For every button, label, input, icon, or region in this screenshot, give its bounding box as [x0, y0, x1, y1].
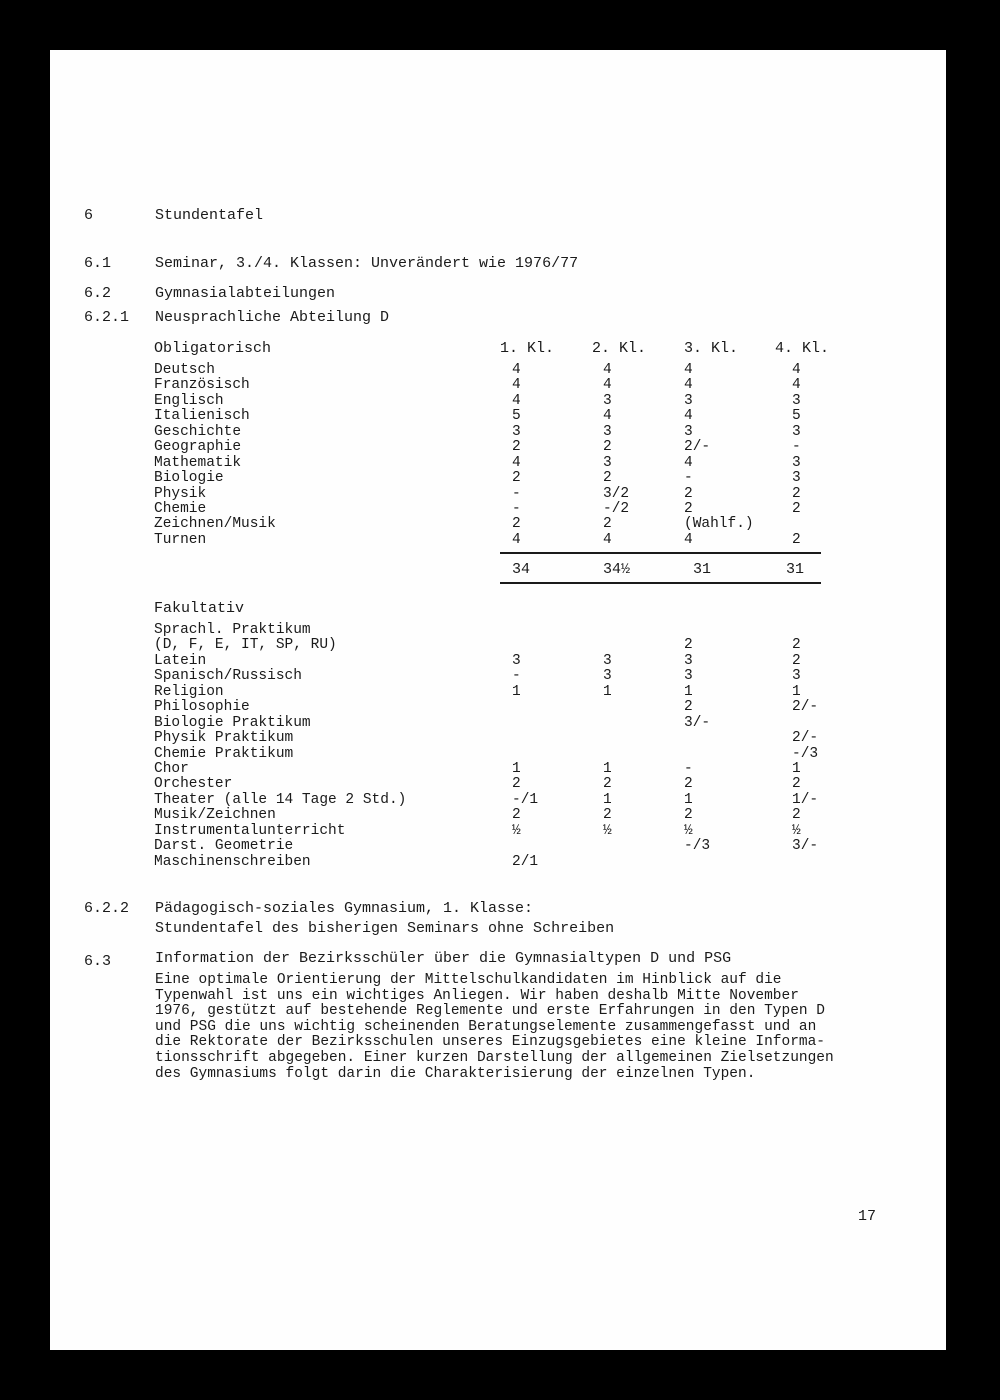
hours-cell: 3	[603, 668, 612, 685]
subject-name: Chemie	[154, 500, 207, 517]
table-row	[154, 533, 854, 548]
hours-cell: 2/-	[792, 699, 819, 716]
total-rule-bottom	[500, 582, 821, 584]
hours-cell: ½	[603, 822, 612, 839]
hours-cell: 3	[792, 454, 801, 471]
subject-name: Turnen	[154, 531, 207, 548]
table-row	[154, 456, 854, 471]
table-row	[154, 394, 854, 409]
hours-cell: 4	[684, 377, 693, 394]
hours-cell: 4	[603, 408, 612, 425]
subject-name: Physik Praktikum	[154, 730, 294, 747]
paragraph-line: 1976, gestützt auf bestehende Reglemente und erste Erfahrungen in den Typen D	[155, 1003, 826, 1020]
hours-cell: 2	[512, 776, 521, 793]
hours-cell: 2	[684, 500, 693, 517]
hours-cell: 1/-	[792, 791, 819, 808]
hours-cell: 2	[792, 637, 801, 654]
section-title: Stundentafel	[155, 207, 264, 224]
section-number: 6.2.2	[84, 900, 130, 917]
hours-cell: 3	[512, 652, 521, 669]
hours-cell: 2	[684, 699, 693, 716]
table-row	[154, 654, 854, 669]
section-title: Gymnasialabteilungen	[155, 285, 336, 302]
section-number: 6.1	[84, 255, 112, 272]
hours-cell: 3	[603, 454, 612, 471]
optional-subject-list	[154, 623, 854, 870]
section-title: Pädagogisch-soziales Gymnasium, 1. Klasse:	[155, 900, 534, 917]
subject-name: Chor	[154, 760, 189, 777]
subject-name: Darst. Geometrie	[154, 838, 294, 855]
hours-cell: 2/1	[512, 853, 539, 870]
hours-cell: 2	[603, 439, 612, 456]
hours-cell: -/1	[512, 791, 539, 808]
hours-cell: 2	[603, 776, 612, 793]
hours-cell: 2	[684, 807, 693, 824]
paragraph-line: Typenwahl ist uns ein wichtiges Anliegen. Wir haben deshalb Mitte November	[155, 987, 799, 1004]
section-number: 6.2.1	[84, 309, 130, 326]
section-subtitle: Stundentafel des bisherigen Seminars ohne Schreiben	[155, 920, 615, 937]
hours-cell: 1	[512, 760, 521, 777]
table-row	[154, 502, 854, 517]
hours-cell: 2	[684, 485, 693, 502]
hours-cell: 4	[792, 362, 801, 378]
hours-cell: 3	[603, 652, 612, 669]
column-header: 1. Kl.	[500, 340, 555, 357]
hours-cell: 2	[684, 637, 693, 654]
hours-cell: -/3	[792, 745, 819, 762]
hours-cell: -	[684, 470, 693, 487]
total-value: 34½	[603, 561, 631, 578]
hours-cell: 1	[603, 683, 612, 700]
hours-cell: 4	[603, 377, 612, 394]
hours-cell: -/3	[684, 838, 711, 855]
table-row	[154, 700, 854, 715]
subject-name: Geographie	[154, 439, 242, 456]
section-number: 6	[84, 207, 94, 224]
hours-cell: 3	[792, 668, 801, 685]
column-header: 3. Kl.	[684, 340, 739, 357]
column-header: 2. Kl.	[592, 340, 647, 357]
table-row	[154, 855, 854, 870]
table-row	[154, 777, 854, 792]
hours-cell: 3	[512, 423, 521, 440]
column-header: Obligatorisch	[154, 340, 272, 357]
hours-cell: 4	[603, 362, 612, 378]
subject-name: Sprachl. Praktikum	[154, 622, 311, 638]
table-row	[154, 762, 854, 777]
hours-cell: 1	[603, 791, 612, 808]
hours-cell: ½	[684, 822, 693, 839]
hours-cell: 4	[512, 454, 521, 471]
table-row	[154, 747, 854, 762]
hours-cell: 4	[603, 531, 612, 548]
hours-cell: 2/-	[792, 730, 819, 747]
hours-cell: 3	[792, 392, 801, 409]
subject-name: Religion	[154, 683, 224, 700]
table-row	[154, 471, 854, 486]
hours-cell: 3	[792, 423, 801, 440]
hours-cell: 2	[603, 470, 612, 487]
subject-name: Philosophie	[154, 699, 250, 716]
hours-cell: 1	[512, 683, 521, 700]
table-row	[154, 517, 854, 532]
hours-cell: 4	[512, 377, 521, 394]
total-value: 31	[786, 561, 805, 578]
subject-name: Spanisch/Russisch	[154, 668, 302, 685]
body-paragraph	[155, 973, 895, 1082]
hours-cell: 2	[792, 807, 801, 824]
hours-cell: 4	[684, 454, 693, 471]
table-row	[154, 685, 854, 700]
table-row	[154, 669, 854, 684]
table-row	[154, 839, 854, 854]
subject-name: Biologie Praktikum	[154, 714, 311, 731]
obligatory-subject-list	[154, 363, 854, 548]
subject-name: Maschinenschreiben	[154, 853, 311, 870]
subject-name: Theater (alle 14 Tage 2 Std.)	[154, 791, 407, 808]
hours-cell: 1	[603, 760, 612, 777]
paragraph-line: des Gymnasiums folgt darin die Charakterisierung der einzelnen Typen.	[155, 1065, 756, 1082]
hours-cell: 2	[792, 500, 801, 517]
hours-cell: 2	[512, 807, 521, 824]
subject-name: Orchester	[154, 776, 233, 793]
section-title: Neusprachliche Abteilung D	[155, 309, 390, 326]
paragraph-line: tionsschrift abgegeben. Einer kurzen Darstellung der allgemeinen Zielsetzungen	[155, 1049, 834, 1066]
hours-cell: 3	[684, 423, 693, 440]
hours-cell: 5	[792, 408, 801, 425]
hours-cell: 2	[684, 776, 693, 793]
subject-name: Deutsch	[154, 362, 215, 378]
subject-name: Französisch	[154, 377, 250, 394]
optional-heading: Fakultativ	[154, 600, 245, 617]
hours-cell: 4	[512, 362, 521, 378]
table-row	[154, 793, 854, 808]
hours-cell: 4	[512, 392, 521, 409]
hours-cell: ½	[792, 822, 801, 839]
subject-name: Physik	[154, 485, 207, 502]
hours-cell: 3	[603, 423, 612, 440]
hours-cell: 4	[684, 362, 693, 378]
hours-cell: 4	[512, 531, 521, 548]
table-row	[154, 440, 854, 455]
table-row	[154, 731, 854, 746]
table-row	[154, 425, 854, 440]
subject-name: Biologie	[154, 470, 224, 487]
table-row	[154, 623, 854, 638]
subject-name: Geschichte	[154, 423, 242, 440]
table-row	[154, 716, 854, 731]
subject-name: Mathematik	[154, 454, 242, 471]
paragraph-line: Eine optimale Orientierung der Mittelschulkandidaten im Hinblick auf die	[155, 972, 782, 988]
hours-cell: 5	[512, 408, 521, 425]
hours-cell: 2	[512, 516, 521, 533]
table-row	[154, 378, 854, 393]
hours-cell: 2	[792, 776, 801, 793]
subject-name: Latein	[154, 652, 207, 669]
table-row	[154, 808, 854, 823]
hours-cell: 3	[684, 668, 693, 685]
document-page	[50, 50, 946, 1350]
hours-cell: 1	[792, 683, 801, 700]
paragraph-line: die Rektorate der Bezirksschulen unseres Einzugsgebietes eine kleine Informa-	[155, 1034, 826, 1051]
hours-cell: 4	[684, 531, 693, 548]
subject-name: Zeichnen/Musik	[154, 516, 276, 533]
page-number: 17	[858, 1208, 877, 1225]
hours-cell: 3/2	[603, 485, 630, 502]
hours-cell: 3	[603, 392, 612, 409]
hours-cell: -	[512, 485, 521, 502]
subject-name: Instrumentalunterricht	[154, 822, 346, 839]
subject-name: Musik/Zeichnen	[154, 807, 276, 824]
column-header: 4. Kl.	[775, 340, 830, 357]
hours-cell: -	[512, 500, 521, 517]
table-row	[154, 409, 854, 424]
subject-name: Englisch	[154, 392, 224, 409]
hours-cell: 2	[512, 439, 521, 456]
hours-cell: 3/-	[792, 838, 819, 855]
subject-name: Chemie Praktikum	[154, 745, 294, 762]
hours-cell: 3	[684, 392, 693, 409]
hours-cell: -/2	[603, 500, 630, 517]
hours-cell: 3/-	[684, 714, 711, 731]
hours-cell: 2/-	[684, 439, 711, 456]
hours-cell: 2	[603, 807, 612, 824]
hours-cell: -	[684, 760, 693, 777]
subject-name: (D, F, E, IT, SP, RU)	[154, 637, 337, 654]
subject-name: Italienisch	[154, 408, 250, 425]
hours-cell: 2	[603, 516, 612, 533]
section-title: Seminar, 3./4. Klassen: Unverändert wie 1976/77	[155, 255, 579, 272]
hours-cell: (Wahlf.)	[684, 516, 754, 533]
hours-cell: 2	[512, 470, 521, 487]
hours-cell: 2	[792, 652, 801, 669]
hours-cell: 1	[684, 791, 693, 808]
table-row	[154, 363, 854, 378]
paragraph-line: und PSG die uns wichtig scheinenden Beratungselemente zusammengefasst und an	[155, 1018, 817, 1035]
hours-cell: -	[512, 668, 521, 685]
table-row	[154, 638, 854, 653]
total-value: 31	[693, 561, 712, 578]
table-row	[154, 487, 854, 502]
hours-cell: 3	[684, 652, 693, 669]
hours-cell: 2	[792, 531, 801, 548]
hours-cell: 1	[684, 683, 693, 700]
hours-cell: -	[792, 439, 801, 456]
total-rule-top	[500, 552, 821, 554]
hours-cell: 3	[792, 470, 801, 487]
total-value: 34	[512, 561, 531, 578]
section-number: 6.3	[84, 953, 112, 970]
section-number: 6.2	[84, 285, 112, 302]
hours-cell: 1	[792, 760, 801, 777]
table-row	[154, 824, 854, 839]
section-title: Information der Bezirksschüler über die Gymnasialtypen D und PSG	[155, 950, 732, 967]
hours-cell: 4	[792, 377, 801, 394]
hours-cell: ½	[512, 822, 521, 839]
hours-cell: 2	[792, 485, 801, 502]
hours-cell: 4	[684, 408, 693, 425]
